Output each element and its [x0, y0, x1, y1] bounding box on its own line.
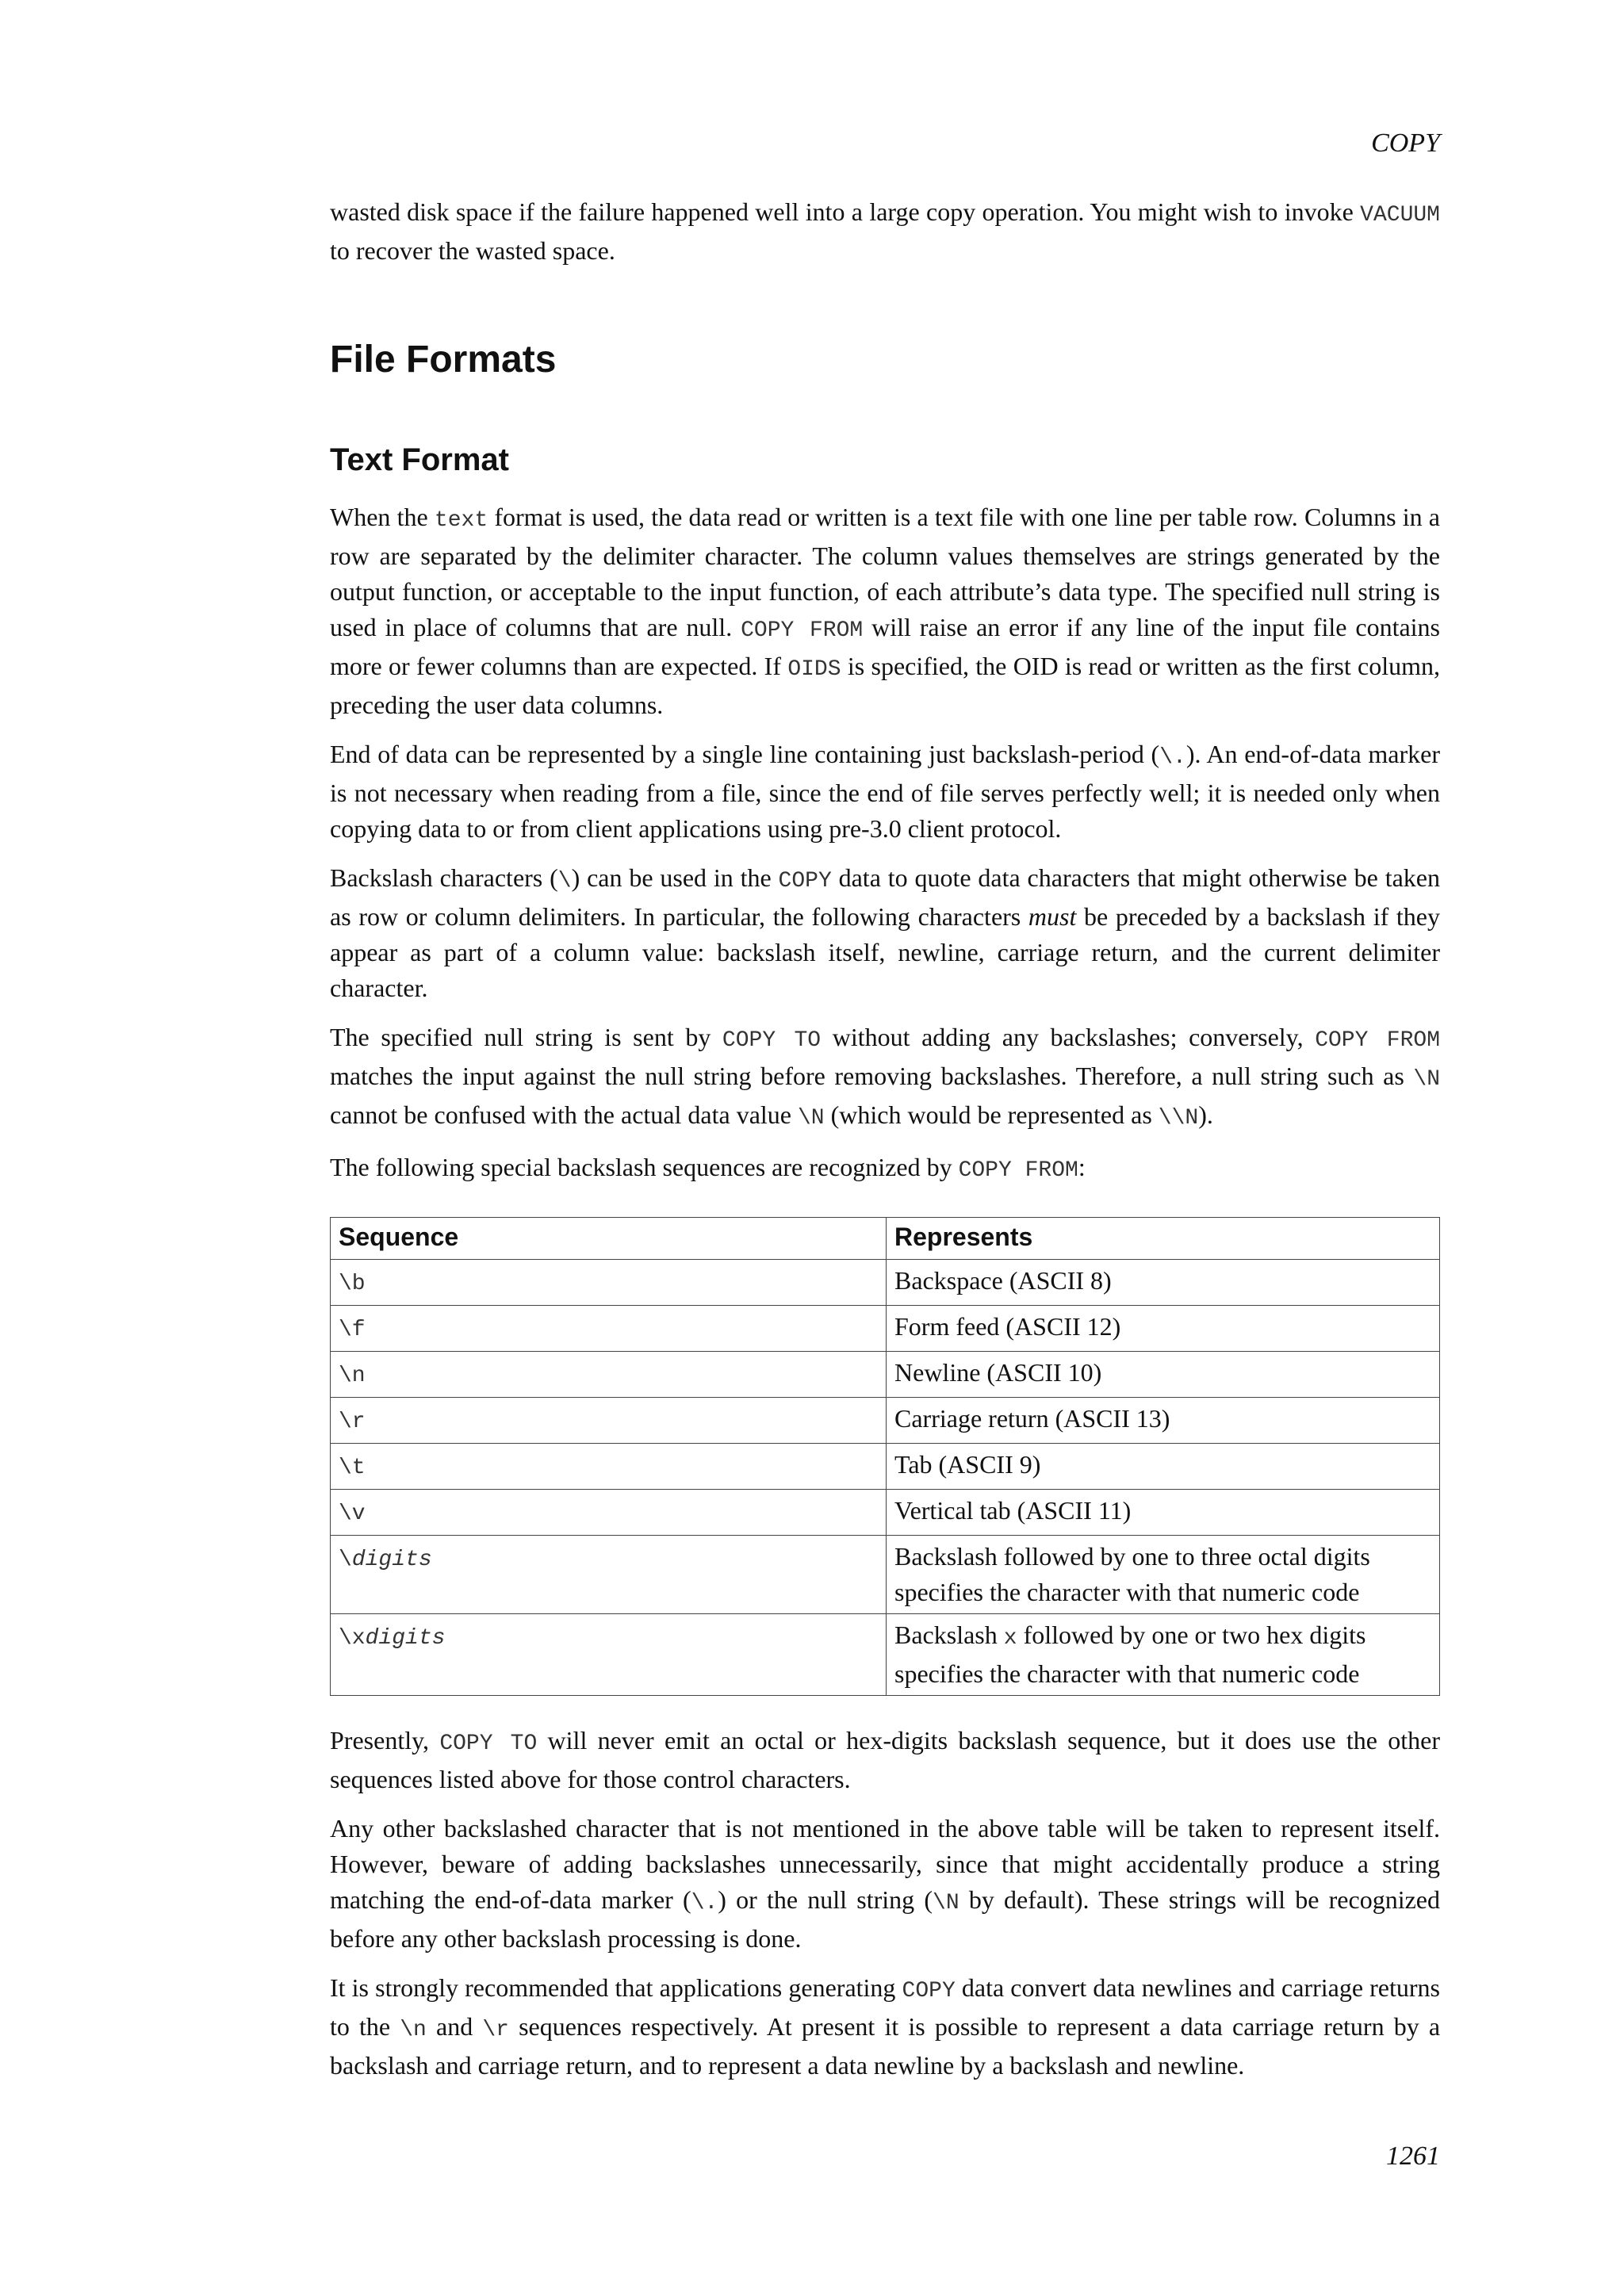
sequence-code: \v	[339, 1502, 366, 1526]
table-row	[331, 1444, 1440, 1490]
sequence-placeholder: digits	[351, 1548, 432, 1572]
text: ).	[1198, 1100, 1213, 1129]
text: The specified null string is sent by	[330, 1023, 722, 1051]
table-cell-sequence	[331, 1306, 887, 1352]
paragraph-end-of-data	[330, 737, 1440, 847]
paragraph-other-backslashes	[330, 1811, 1440, 1957]
sequence-code: \r	[339, 1410, 366, 1434]
page-number: 1261	[1386, 2141, 1440, 2171]
table-cell-represents: Backslash followed by one to three octal digits specifies the character with that numeric code	[887, 1536, 1440, 1614]
table-header-sequence: Sequence	[331, 1218, 887, 1260]
running-header: COPY	[1371, 128, 1440, 158]
table-cell-sequence	[331, 1260, 887, 1306]
text: will never emit an octal or hex-digits backslash sequence, but it does use the other sequences listed above for those control characters.	[330, 1726, 1441, 1793]
text: followed by one or two hex digits specifies the character with that numeric code	[894, 1621, 1366, 1688]
text: and	[426, 2012, 483, 2041]
text: data convert data newlines and carriage returns to the	[330, 1973, 1441, 2041]
sequence-code: \f	[339, 1318, 366, 1342]
text: It is strongly recommended that applications generating	[330, 1973, 902, 2002]
inline-code: \r	[482, 2018, 509, 2042]
paragraph-backslash-chars	[330, 860, 1440, 1006]
text: format is used, the data read or written is a text file with one line per table row. Columns in a row are separated by the delimiter character. The column values themselves are strings generated by the output function, or acceptable to the input function, of each attribute’s data type. The specified null string is used in place of columns that are null.	[330, 503, 1441, 641]
table-row	[331, 1352, 1440, 1398]
body-content	[330, 499, 1440, 2097]
sequence-code: \t	[339, 1456, 366, 1480]
inline-code: \n	[400, 2018, 427, 2042]
table-cell-represents: Form feed (ASCII 12)	[887, 1306, 1440, 1352]
text: sequences respectively. At present it is possible to represent a data carriage return by a backslash and carriage return, and to represent a data newline by a backslash and newline.	[330, 2012, 1441, 2080]
paragraph-sequences-intro	[330, 1150, 1440, 1188]
inline-code: \\N	[1158, 1106, 1199, 1131]
text: End of data can be represented by a single line containing just backslash-period (	[330, 740, 1160, 768]
inline-code: COPY	[902, 1979, 956, 2003]
text: without adding any backslashes; conversely,	[821, 1023, 1316, 1051]
inline-code: text	[434, 508, 488, 533]
paragraph-text-format	[330, 499, 1440, 723]
inline-code: \N	[1413, 1067, 1440, 1092]
paragraph-null-string	[330, 1020, 1440, 1136]
table-row	[331, 1614, 1440, 1696]
text: (which would be represented as	[824, 1100, 1159, 1129]
backslash-sequence-table	[330, 1217, 1440, 1696]
table-header-represents: Represents	[887, 1218, 1440, 1260]
intro-paragraph	[330, 194, 1440, 269]
table-cell-represents: Vertical tab (ASCII 11)	[887, 1490, 1440, 1536]
text: ) or the null string (	[718, 1885, 933, 1914]
sequence-placeholder: digits	[365, 1626, 446, 1651]
text: Backslash	[894, 1621, 1004, 1649]
text: The following special backslash sequences are recognized by	[330, 1153, 959, 1181]
paragraph-recommendation	[330, 1970, 1440, 2084]
text: wasted disk space if the failure happened well into a large copy operation. You might wish to invoke	[330, 197, 1361, 226]
table-row	[331, 1398, 1440, 1444]
table-row	[331, 1536, 1440, 1614]
inline-code: COPY TO	[722, 1028, 822, 1053]
text: When the	[330, 503, 435, 531]
subsection-heading: Text Format	[330, 442, 509, 477]
table-cell-represents	[887, 1614, 1440, 1696]
table-cell-represents: Backspace (ASCII 8)	[887, 1260, 1440, 1306]
text: :	[1078, 1153, 1086, 1181]
inline-code: VACUUM	[1360, 203, 1440, 228]
inline-code: \.	[1159, 745, 1186, 770]
text: by default). These strings will be recognized before any other backslash processing is done.	[330, 1885, 1441, 1953]
text: data to quote data characters that might otherwise be taken as row or column delimiters. In particular, the following characters	[330, 863, 1441, 931]
inline-code: COPY FROM	[741, 618, 864, 643]
sequence-code: \b	[339, 1272, 366, 1296]
inline-code: COPY FROM	[1315, 1028, 1441, 1053]
table-cell-sequence	[331, 1352, 887, 1398]
text: Presently,	[330, 1726, 440, 1755]
emphasis: must	[1028, 902, 1077, 931]
table-cell-represents: Newline (ASCII 10)	[887, 1352, 1440, 1398]
table-cell-sequence	[331, 1398, 887, 1444]
table-cell-represents: Tab (ASCII 9)	[887, 1444, 1440, 1490]
inline-code: COPY FROM	[958, 1158, 1078, 1183]
sequence-code: \x	[339, 1626, 366, 1651]
text: be preceded by a backslash if they appear as part of a column value: backslash itself, newline, carriage return, and the current delimiter character.	[330, 902, 1440, 1002]
sequence-code: \n	[339, 1364, 366, 1388]
table-row	[331, 1306, 1440, 1352]
table-row	[331, 1260, 1440, 1306]
text: cannot be confused with the actual data value	[330, 1100, 798, 1129]
inline-code: \.	[691, 1891, 718, 1915]
text: will raise an error if any line of the input file contains more or fewer columns than are expected. If	[330, 613, 1441, 680]
table-cell-sequence	[331, 1444, 887, 1490]
inline-code: x	[1003, 1626, 1017, 1651]
text: Backslash characters (	[330, 863, 558, 892]
text: to recover the wasted space.	[330, 236, 615, 265]
table-cell-represents: Carriage return (ASCII 13)	[887, 1398, 1440, 1444]
table-cell-sequence	[331, 1614, 887, 1696]
text: ) can be used in the	[571, 863, 779, 892]
sequence-code: \	[339, 1548, 352, 1572]
inline-code: \N	[933, 1891, 959, 1915]
text: matches the input against the null string before removing backslashes. Therefore, a null string such as	[330, 1062, 1414, 1090]
text: is specified, the OID is read or written as the first column, preceding the user data columns.	[330, 652, 1441, 719]
text: ). An end-of-data marker is not necessary when reading from a file, since the end of file serves perfectly well; it is needed only when copying data to or from client applications using pre-3.0 client protocol.	[330, 740, 1441, 843]
inline-code: \	[557, 869, 572, 894]
paragraph-copy-to-note	[330, 1723, 1440, 1797]
section-heading: File Formats	[330, 339, 557, 381]
table-cell-sequence	[331, 1536, 887, 1614]
table-header-row	[331, 1218, 1440, 1260]
inline-code: COPY TO	[439, 1732, 538, 1756]
table-row	[331, 1490, 1440, 1536]
table-cell-sequence	[331, 1490, 887, 1536]
text: Any other backslashed character that is not mentioned in the above table will be taken to represent itself. However, beware of adding backslashes unnecessarily, since that might accidentally produce a string matching the end-of-data marker (	[330, 1814, 1440, 1914]
inline-code: \N	[797, 1106, 825, 1131]
inline-code: OIDS	[787, 657, 841, 682]
inline-code: COPY	[778, 869, 832, 894]
